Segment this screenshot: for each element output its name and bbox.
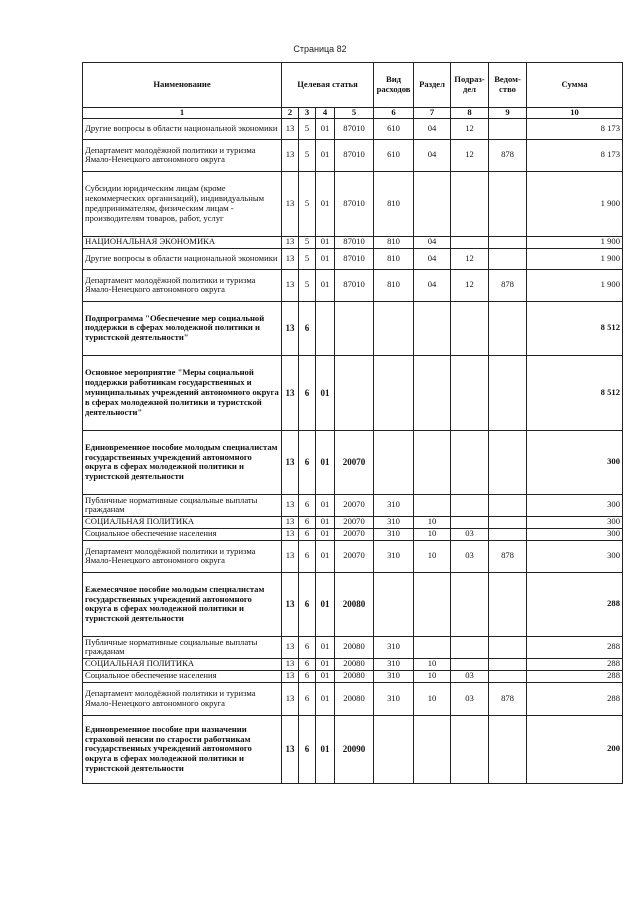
expense-type: 310 [374, 540, 414, 572]
table-row [83, 528, 623, 540]
department-code [489, 355, 527, 430]
column-number: 10 [527, 108, 623, 119]
amount: 200 [527, 715, 623, 783]
section-code [414, 572, 451, 636]
amount: 288 [527, 682, 623, 715]
target-code-4: 20070 [335, 516, 374, 528]
subsection-code [451, 301, 489, 355]
target-code-3: 01 [316, 430, 335, 494]
budget-table [82, 62, 623, 784]
row-name: Единовременное пособие при назначении страховой пенсии по старости работникам государственных учреждений автономного округа в сферах молодежной политики и туристской деятельности [83, 715, 282, 783]
subsection-code [451, 236, 489, 248]
section-code: 10 [414, 540, 451, 572]
section-code [414, 636, 451, 658]
target-code-4: 20070 [335, 528, 374, 540]
target-code-1: 13 [282, 670, 299, 682]
department-code [489, 658, 527, 670]
expense-type [374, 301, 414, 355]
department-code: 878 [489, 139, 527, 171]
target-code-2: 5 [299, 236, 316, 248]
header-exp-type: Вид расходов [374, 63, 414, 108]
target-code-3: 01 [316, 715, 335, 783]
section-code: 10 [414, 658, 451, 670]
department-code [489, 528, 527, 540]
header-section: Раздел [414, 63, 451, 108]
target-code-2: 6 [299, 658, 316, 670]
target-code-2: 6 [299, 528, 316, 540]
target-code-3: 01 [316, 528, 335, 540]
table-row [83, 248, 623, 269]
target-code-3: 01 [316, 658, 335, 670]
section-code [414, 301, 451, 355]
expense-type: 310 [374, 682, 414, 715]
target-code-3: 01 [316, 269, 335, 301]
target-code-4: 87010 [335, 236, 374, 248]
section-code [414, 171, 451, 236]
subsection-code [451, 636, 489, 658]
table-row [83, 572, 623, 636]
target-code-3: 01 [316, 682, 335, 715]
table-row [83, 636, 623, 658]
target-code-4: 20080 [335, 670, 374, 682]
subsection-code: 03 [451, 670, 489, 682]
target-code-1: 13 [282, 715, 299, 783]
target-code-2: 6 [299, 516, 316, 528]
row-name: Публичные нормативные социальные выплаты гражданам [83, 494, 282, 516]
target-code-4: 87010 [335, 139, 374, 171]
expense-type: 310 [374, 658, 414, 670]
target-code-2: 6 [299, 715, 316, 783]
subsection-code: 12 [451, 118, 489, 139]
expense-type: 810 [374, 269, 414, 301]
table-row [83, 658, 623, 670]
row-name: СОЦИАЛЬНАЯ ПОЛИТИКА [83, 658, 282, 670]
amount: 288 [527, 670, 623, 682]
column-number: 2 [282, 108, 299, 119]
target-code-4: 87010 [335, 118, 374, 139]
expense-type: 810 [374, 171, 414, 236]
target-code-2: 6 [299, 430, 316, 494]
expense-type [374, 430, 414, 494]
target-code-3: 01 [316, 516, 335, 528]
row-name: Социальное обеспечение населения [83, 528, 282, 540]
target-code-2: 5 [299, 139, 316, 171]
table-row [83, 516, 623, 528]
amount: 8 173 [527, 118, 623, 139]
amount: 300 [527, 528, 623, 540]
expense-type: 310 [374, 516, 414, 528]
table-row [83, 682, 623, 715]
row-name: Департамент молодёжной политики и туризма Ямало-Ненецкого автономного округа [83, 139, 282, 171]
section-code: 04 [414, 139, 451, 171]
row-name: Публичные нормативные социальные выплаты гражданам [83, 636, 282, 658]
subsection-code: 03 [451, 528, 489, 540]
row-name: Ежемесячное пособие молодым специалистам государственных учреждений автономного округа в сферах молодежной политики и туристской деятельности [83, 572, 282, 636]
amount: 288 [527, 572, 623, 636]
row-name: Единовременное пособие молодым специалистам государственных учреждений автономного округа в сферах молодежной политики и туристской деятельности [83, 430, 282, 494]
target-code-2: 6 [299, 670, 316, 682]
column-number: 8 [451, 108, 489, 119]
header-target: Целевая статья [282, 63, 374, 108]
row-name: Департамент молодёжной политики и туризма Ямало-Ненецкого автономного округа [83, 682, 282, 715]
table-row [83, 301, 623, 355]
target-code-1: 13 [282, 118, 299, 139]
department-code [489, 171, 527, 236]
table-row [83, 540, 623, 572]
row-name: Департамент молодёжной политики и туризма Ямало-Ненецкого автономного округа [83, 540, 282, 572]
target-code-4: 20090 [335, 715, 374, 783]
department-code [489, 572, 527, 636]
subsection-code: 12 [451, 139, 489, 171]
target-code-1: 13 [282, 494, 299, 516]
target-code-4 [335, 301, 374, 355]
subsection-code: 03 [451, 682, 489, 715]
target-code-2: 5 [299, 248, 316, 269]
target-code-3 [316, 301, 335, 355]
column-number: 1 [83, 108, 282, 119]
target-code-4: 20080 [335, 636, 374, 658]
amount: 8 512 [527, 355, 623, 430]
section-code: 04 [414, 248, 451, 269]
target-code-3: 01 [316, 248, 335, 269]
target-code-3: 01 [316, 355, 335, 430]
row-name: НАЦИОНАЛЬНАЯ ЭКОНОМИКА [83, 236, 282, 248]
target-code-4: 87010 [335, 171, 374, 236]
department-code [489, 636, 527, 658]
target-code-2: 5 [299, 171, 316, 236]
target-code-1: 13 [282, 658, 299, 670]
section-code: 10 [414, 528, 451, 540]
target-code-1: 13 [282, 139, 299, 171]
target-code-2: 6 [299, 301, 316, 355]
section-code [414, 715, 451, 783]
subsection-code [451, 430, 489, 494]
target-code-1: 13 [282, 540, 299, 572]
column-number: 7 [414, 108, 451, 119]
expense-type: 310 [374, 636, 414, 658]
department-code: 878 [489, 682, 527, 715]
table-body [83, 118, 623, 783]
target-code-3: 01 [316, 540, 335, 572]
section-code: 10 [414, 516, 451, 528]
target-code-4: 20080 [335, 572, 374, 636]
amount: 1 900 [527, 171, 623, 236]
header-amount: Сумма [527, 63, 623, 108]
subsection-code [451, 715, 489, 783]
amount: 300 [527, 494, 623, 516]
table-row [83, 269, 623, 301]
target-code-1: 13 [282, 636, 299, 658]
header-row [83, 63, 623, 108]
department-code [489, 248, 527, 269]
target-code-1: 13 [282, 171, 299, 236]
target-code-2: 6 [299, 572, 316, 636]
amount: 1 900 [527, 236, 623, 248]
table-row [83, 715, 623, 783]
amount: 8 512 [527, 301, 623, 355]
table-row [83, 494, 623, 516]
department-code [489, 670, 527, 682]
department-code [489, 301, 527, 355]
column-number: 5 [335, 108, 374, 119]
subsection-code: 12 [451, 269, 489, 301]
table-row [83, 171, 623, 236]
expense-type: 610 [374, 118, 414, 139]
amount: 1 900 [527, 269, 623, 301]
subsection-code [451, 355, 489, 430]
target-code-2: 6 [299, 636, 316, 658]
row-name: Другие вопросы в области национальной экономики [83, 118, 282, 139]
amount: 300 [527, 516, 623, 528]
target-code-1: 13 [282, 248, 299, 269]
target-code-1: 13 [282, 236, 299, 248]
expense-type [374, 572, 414, 636]
row-name: Основное мероприятие "Меры социальной поддержки работникам государственных и муниципальных учреждений автономного округа в сферах молодежной политики и туристской деятельности" [83, 355, 282, 430]
column-number-row [83, 108, 623, 119]
target-code-1: 13 [282, 355, 299, 430]
department-code [489, 494, 527, 516]
target-code-2: 6 [299, 355, 316, 430]
row-name: Подпрограмма "Обеспечение мер социальной поддержки в сферах молодежной политики и туристской деятельности" [83, 301, 282, 355]
subsection-code [451, 171, 489, 236]
subsection-code [451, 658, 489, 670]
table-row [83, 139, 623, 171]
target-code-3: 01 [316, 670, 335, 682]
target-code-2: 6 [299, 494, 316, 516]
row-name: Другие вопросы в области национальной экономики [83, 248, 282, 269]
page-number: Страница 82 [293, 44, 347, 54]
subsection-code [451, 516, 489, 528]
section-code [414, 430, 451, 494]
subsection-code: 03 [451, 540, 489, 572]
expense-type: 810 [374, 236, 414, 248]
amount: 300 [527, 540, 623, 572]
column-number: 9 [489, 108, 527, 119]
target-code-2: 6 [299, 540, 316, 572]
header-subsection: Подраз-дел [451, 63, 489, 108]
target-code-1: 13 [282, 528, 299, 540]
subsection-code [451, 572, 489, 636]
subsection-code [451, 494, 489, 516]
target-code-2: 6 [299, 682, 316, 715]
target-code-1: 13 [282, 572, 299, 636]
expense-type: 310 [374, 528, 414, 540]
amount: 288 [527, 658, 623, 670]
expense-type [374, 355, 414, 430]
section-code: 10 [414, 682, 451, 715]
expense-type: 610 [374, 139, 414, 171]
target-code-3: 01 [316, 572, 335, 636]
target-code-3: 01 [316, 139, 335, 171]
section-code [414, 355, 451, 430]
header-name: Наименование [83, 63, 282, 108]
target-code-4: 20080 [335, 658, 374, 670]
section-code: 10 [414, 670, 451, 682]
target-code-4 [335, 355, 374, 430]
expense-type [374, 715, 414, 783]
target-code-1: 13 [282, 269, 299, 301]
row-name: СОЦИАЛЬНАЯ ПОЛИТИКА [83, 516, 282, 528]
department-code [489, 715, 527, 783]
department-code [489, 236, 527, 248]
column-number: 6 [374, 108, 414, 119]
row-name: Социальное обеспечение населения [83, 670, 282, 682]
row-name: Департамент молодёжной политики и туризма Ямало-Ненецкого автономного округа [83, 269, 282, 301]
amount: 300 [527, 430, 623, 494]
department-code: 878 [489, 269, 527, 301]
subsection-code: 12 [451, 248, 489, 269]
table-row [83, 430, 623, 494]
target-code-2: 5 [299, 269, 316, 301]
target-code-4: 20070 [335, 494, 374, 516]
table-row [83, 355, 623, 430]
target-code-4: 87010 [335, 248, 374, 269]
target-code-3: 01 [316, 636, 335, 658]
expense-type: 310 [374, 670, 414, 682]
section-code: 04 [414, 118, 451, 139]
target-code-1: 13 [282, 516, 299, 528]
department-code [489, 430, 527, 494]
target-code-4: 20070 [335, 430, 374, 494]
department-code [489, 516, 527, 528]
amount: 288 [527, 636, 623, 658]
target-code-4: 20070 [335, 540, 374, 572]
column-number: 3 [299, 108, 316, 119]
table-row [83, 670, 623, 682]
target-code-1: 13 [282, 301, 299, 355]
expense-type: 310 [374, 494, 414, 516]
header-department: Ведом-ство [489, 63, 527, 108]
amount: 8 173 [527, 139, 623, 171]
column-number: 4 [316, 108, 335, 119]
target-code-3: 01 [316, 494, 335, 516]
amount: 1 900 [527, 248, 623, 269]
section-code: 04 [414, 269, 451, 301]
target-code-1: 13 [282, 430, 299, 494]
target-code-2: 5 [299, 118, 316, 139]
department-code [489, 118, 527, 139]
target-code-3: 01 [316, 118, 335, 139]
target-code-1: 13 [282, 682, 299, 715]
target-code-4: 20080 [335, 682, 374, 715]
target-code-3: 01 [316, 236, 335, 248]
row-name: Субсидии юридическим лицам (кроме некоммерческих организаций), индивидуальным предпринимателям, физическим лицам - производителям товаров, работ, услуг [83, 171, 282, 236]
target-code-3: 01 [316, 171, 335, 236]
table-row [83, 118, 623, 139]
department-code: 878 [489, 540, 527, 572]
section-code [414, 494, 451, 516]
table-row [83, 236, 623, 248]
expense-type: 810 [374, 248, 414, 269]
target-code-4: 87010 [335, 269, 374, 301]
section-code: 04 [414, 236, 451, 248]
